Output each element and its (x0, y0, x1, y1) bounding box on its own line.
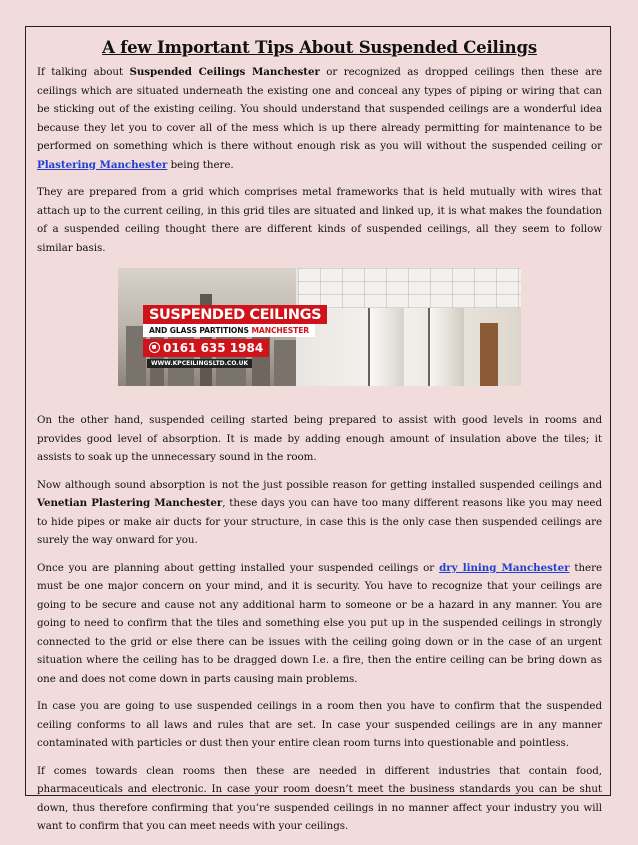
banner-title: SUSPENDED CEILINGS (143, 305, 327, 324)
banner-wood-panel (480, 323, 498, 386)
p1-text-1: If talking about (37, 66, 130, 78)
p4-bold: Venetian Plastering Manchester (37, 497, 223, 509)
banner-subtitle (143, 324, 315, 337)
p5-text-2: there must be one major concern on your mind, and it is security. You have to recognize that your ceilings are going to be secure and cause not any additional harm to someone or be a hazard in any manner. You are going to need to confirm that the tiles and something else you put up in the suspended ceilings in strongly connected to the grid or else there can be issues with the ceiling going down or in the case of an urgent situation where the ceiling has to be dragged down I.e. a fire, then the entire ceiling can be bring down as one and does not come down in parts causing main problems. (37, 561, 603, 685)
p4-text-2: , these days you can have too many different reasons like you may need to hide pipes or make air ducts for your structure, in case this is the only case then suspended ceilings are surely the way onward for you. (37, 497, 602, 546)
paragraph-5 (37, 559, 602, 689)
banner-website: WWW.KPCEILINGSLTD.CO.UK (147, 359, 252, 368)
banner-phone-number: 0161 635 1984 (163, 341, 264, 355)
p5-text-1: Once you are planning about getting installed your suspended ceilings or (37, 561, 440, 574)
p1-bold: Suspended Ceilings Manchester (129, 66, 320, 78)
paragraph-2: They are prepared from a grid which comprises metal frameworks that is held mutually with wires that attach up to the current ceiling, in this grid tiles are situated and linked up, it is what makes the foundation of a suspended ceiling thought there are different kinds of suspended ceilings, all they seem to follow similar basis. (37, 186, 602, 254)
p1-text-2: or recognized as dropped ceilings then these are ceilings which are situated underneath the existing one and conceal any types of piping or wiring that can be sticking out of the existing ceiling. You should understand that suspended ceilings are a wonderful idea because they let you to cover all of the mess which is up there already permitting for maintenance to be performed on something which is there without enough risk as you will without the suspended ceiling or (37, 66, 602, 152)
paragraph-6: In case you are going to use suspended ceilings in a room then you have to confirm that the suspended ceiling conforms to all laws and rules that are set. In case your suspended ceilings are in any manner contaminated with particles or dust then your entire clean room turns into questionable and pointless. (37, 700, 602, 749)
p4-text-1: Now although sound absorption is not the just possible reason for getting installed suspended ceilings and (37, 478, 602, 491)
dry-lining-manchester-link[interactable]: dry lining Manchester (439, 561, 570, 574)
paragraph-4 (37, 476, 602, 550)
paragraph-7: If comes towards clean rooms then these are needed in different industries that contain food, pharmaceuticals and electronic. In case your room doesn’t meet the business standards you can be shut down, thus therefore confirming that you’re suspended ceilings in no manner affect your industry you will want to confirm that you can meet needs with your ceilings. (37, 764, 602, 832)
banner-glass-panel (368, 308, 404, 386)
document-body (37, 38, 602, 845)
p1-text-3: being there. (167, 158, 234, 171)
phone-icon (149, 342, 160, 353)
plastering-manchester-link[interactable]: Plastering Manchester (37, 158, 168, 171)
banner-phone (143, 339, 269, 357)
banner-subtitle-a: AND GLASS PARTITIONS (149, 326, 252, 335)
banner-ceiling-grid (298, 268, 521, 308)
banner-subtitle-b: MANCHESTER (251, 326, 310, 335)
banner-image (118, 268, 521, 386)
banner-glass-panel (428, 308, 464, 386)
page-title: A few Important Tips About Suspended Ceilings (102, 38, 537, 57)
paragraph-3: On the other hand, suspended ceiling started being prepared to assist with good levels in rooms and provides good level of absorption. It is made by adding enough amount of insulation above the tiles; it assists to soak up the unnecessary sound in the room. (37, 414, 602, 463)
paragraph-1 (37, 63, 602, 174)
